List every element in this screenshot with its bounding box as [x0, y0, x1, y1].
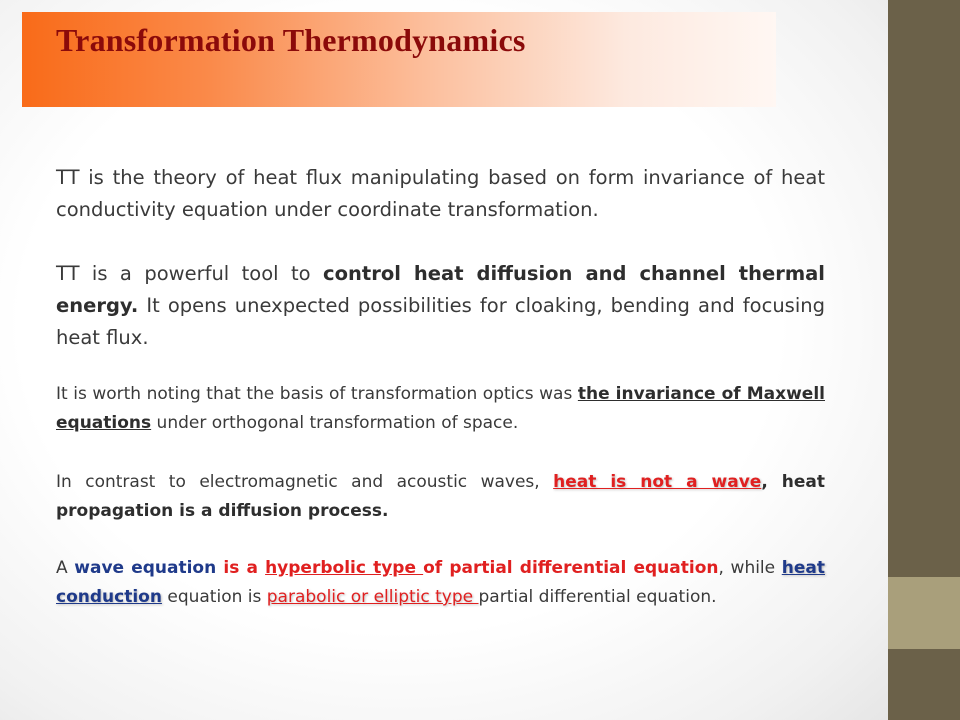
slide-title: Transformation Thermodynamics — [56, 22, 526, 58]
tool-text-bold: control heat diffusion and channel thermal energy. — [56, 262, 825, 317]
equations-text-while: , while — [718, 558, 782, 578]
sidebar-accent-block — [888, 577, 960, 649]
optics-text-intro: It is worth noting that the basis of transformation optics was — [56, 384, 578, 404]
definition-text: TT is the theory of heat flux manipulating based on form invariance of heat conductivity equation under coordinate transformation. — [56, 166, 825, 221]
paragraph-definition — [56, 162, 825, 226]
contrast-text-not-wave: heat is not a wave — [553, 472, 762, 492]
tool-text-intro: TT is a powerful tool to — [56, 262, 324, 285]
paragraph-optics — [56, 380, 825, 438]
paragraph-contrast — [56, 468, 825, 526]
contrast-text-diffusion: , heat propagation is a diffusion process. — [56, 472, 825, 521]
equations-text-heat-conduction: heat conduction — [56, 558, 825, 607]
equations-text-wave-equation: wave equation — [74, 558, 217, 578]
equations-text-end: partial differential equation. — [478, 587, 717, 607]
optics-text-rest: under orthogonal transformation of space. — [151, 413, 519, 433]
equations-text-pde: of partial differential equation — [423, 558, 719, 578]
paragraph-tool — [56, 258, 825, 354]
equations-text-is-a: is a — [216, 558, 266, 578]
equations-text-a: A — [56, 558, 75, 578]
equations-text-hyperbolic: hyperbolic type — [265, 558, 424, 578]
tool-text-rest: It opens unexpected possibilities for cloaking, bending and focusing heat flux. — [56, 294, 825, 349]
equations-text-parabolic: parabolic or elliptic type — [266, 587, 479, 607]
equations-text-equation-is: equation is — [161, 587, 267, 607]
contrast-text-intro: In contrast to electromagnetic and acoustic waves, — [56, 472, 554, 492]
optics-text-maxwell: the invariance of Maxwell equations — [56, 384, 825, 433]
paragraph-equations — [56, 554, 825, 612]
